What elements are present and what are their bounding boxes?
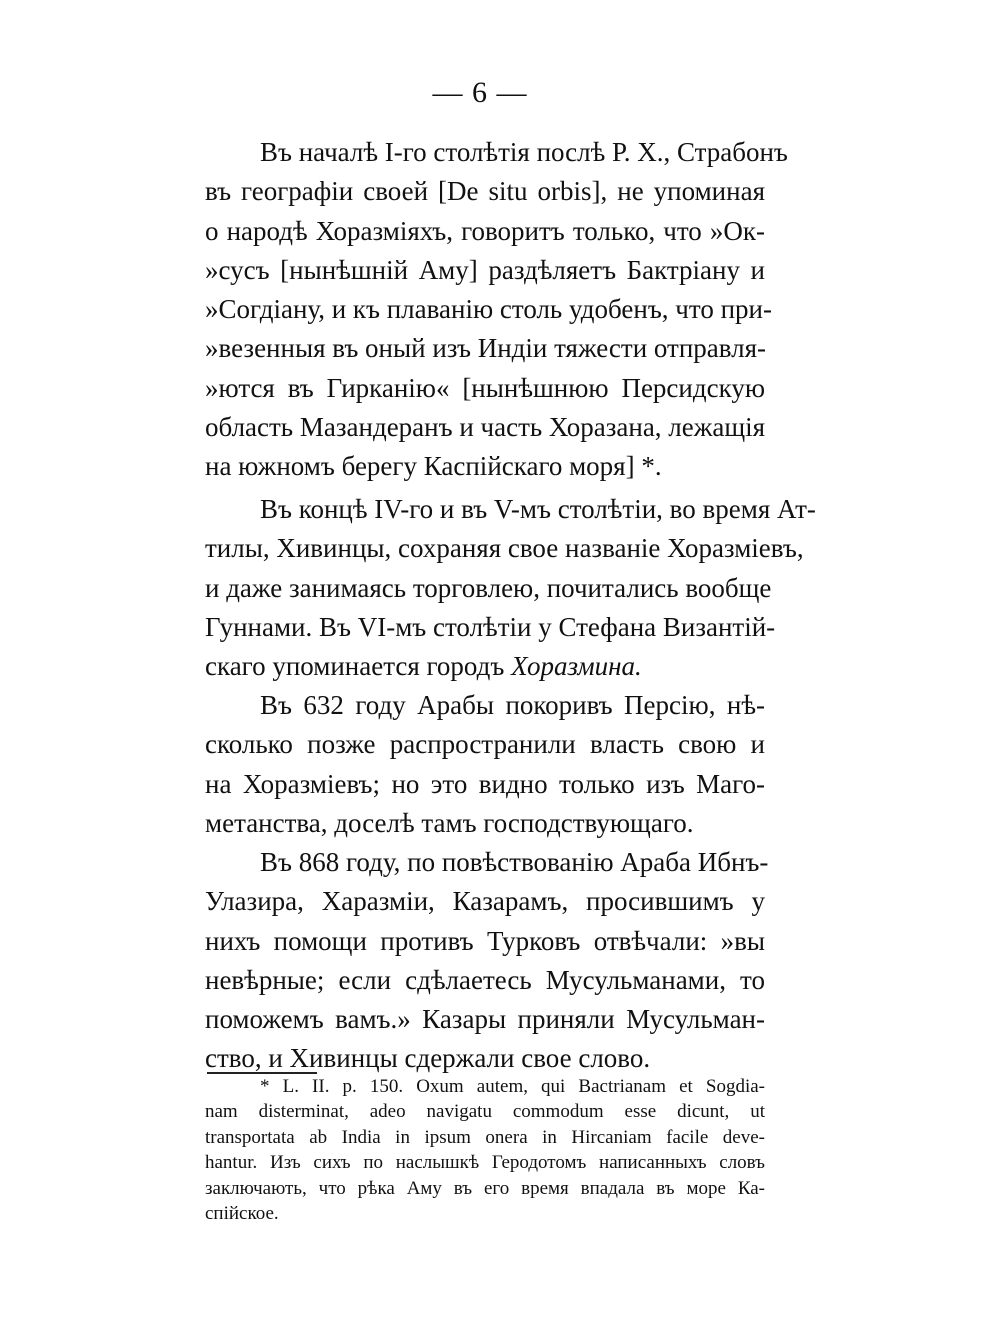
paragraph-3 bbox=[205, 686, 765, 843]
footnote-line: спійское. bbox=[205, 1202, 279, 1224]
text-line: »везенныя въ оный изъ Индіи тяжести отправля- bbox=[205, 333, 767, 364]
page-number: — 6 — bbox=[432, 76, 528, 109]
text-line: Улазира, Харазміи, Казарамъ, просившимъ у bbox=[205, 886, 765, 917]
text-line: на Хоразміевъ; но это видно только изъ Маго- bbox=[205, 768, 765, 799]
footnote-line: заключають, что рѣка Аму въ его время впадала въ море Ка- bbox=[205, 1177, 765, 1199]
footnote-line: transportata ab India in ipsum onera in Hircaniam facile deve- bbox=[205, 1126, 765, 1148]
paragraph-4 bbox=[205, 843, 769, 1079]
text-line bbox=[205, 647, 765, 686]
footnote bbox=[205, 1074, 765, 1226]
text-line: Въ началѣ I-го столѣтія послѣ Р. Х., Страбонъ bbox=[260, 137, 788, 167]
text-line: »сусъ [нынѣшній Аму] раздѣляетъ Бактріану и bbox=[205, 254, 765, 285]
text-line: область Мазандеранъ и часть Хоразана, лежащія bbox=[205, 412, 766, 443]
text-line: Гуннами. Въ VI-мъ столѣтіи у Стефана Византій- bbox=[205, 611, 776, 642]
italic-city-name: Хоразмина. bbox=[511, 651, 642, 682]
footnote-line: nam disterminat, adeo navigatu commodum esse dicunt, ut bbox=[205, 1101, 765, 1123]
text-line: поможемъ вамъ.» Казары приняли Мусульман- bbox=[205, 1004, 765, 1035]
text-line: нихъ помощи противъ Турковъ отвѣчали: »вы bbox=[205, 925, 765, 956]
text-line: тилы, Хивинцы, сохраняя свое названіе Хоразміевъ, bbox=[205, 533, 804, 564]
footnote-line: hantur. Изъ сихъ по наслышкѣ Геродотомъ написанныхъ словъ bbox=[205, 1152, 765, 1174]
paragraph-1 bbox=[205, 133, 788, 487]
text-line: Въ 868 году, по повѣствованію Араба Ибнъ- bbox=[260, 847, 769, 877]
text-line: »ются въ Гирканію« [нынѣшнюю Персидскую bbox=[205, 372, 765, 403]
text-line: Въ 632 году Арабы покоривъ Персію, нѣ- bbox=[260, 690, 765, 720]
footnote-line: * L. II. p. 150. Oxum autem, qui Bactrianam et Sogdia- bbox=[260, 1076, 765, 1097]
text-line: невѣрные; если сдѣлаетесь Мусульманами, то bbox=[205, 964, 765, 995]
text-line: »Согдіану, и къ плаванію столь удобенъ, что при- bbox=[205, 294, 772, 325]
text-line: ство, и Хивинцы сдержали свое слово. bbox=[205, 1043, 651, 1074]
text-line: метанства, доселѣ тамъ господствующаго. bbox=[205, 807, 694, 838]
text-span: скаго упоминается городъ bbox=[205, 651, 512, 682]
text-line: въ географіи своей [De situ orbis], не упоминая bbox=[205, 176, 765, 207]
text-line: на южномъ берегу Каспійскаго моря] *. bbox=[205, 451, 662, 482]
text-line: о народѣ Хоразміяхъ, говоритъ только, что »Ок- bbox=[205, 215, 765, 246]
text-line: Въ концѣ IV-го и въ V-мъ столѣтіи, во время Ат- bbox=[260, 494, 816, 524]
text-line: и даже занимаясь торговлею, почитались вообще bbox=[205, 572, 772, 603]
text-line: сколько позже распространили власть свою и bbox=[205, 729, 765, 760]
paragraph-2 bbox=[205, 490, 816, 686]
